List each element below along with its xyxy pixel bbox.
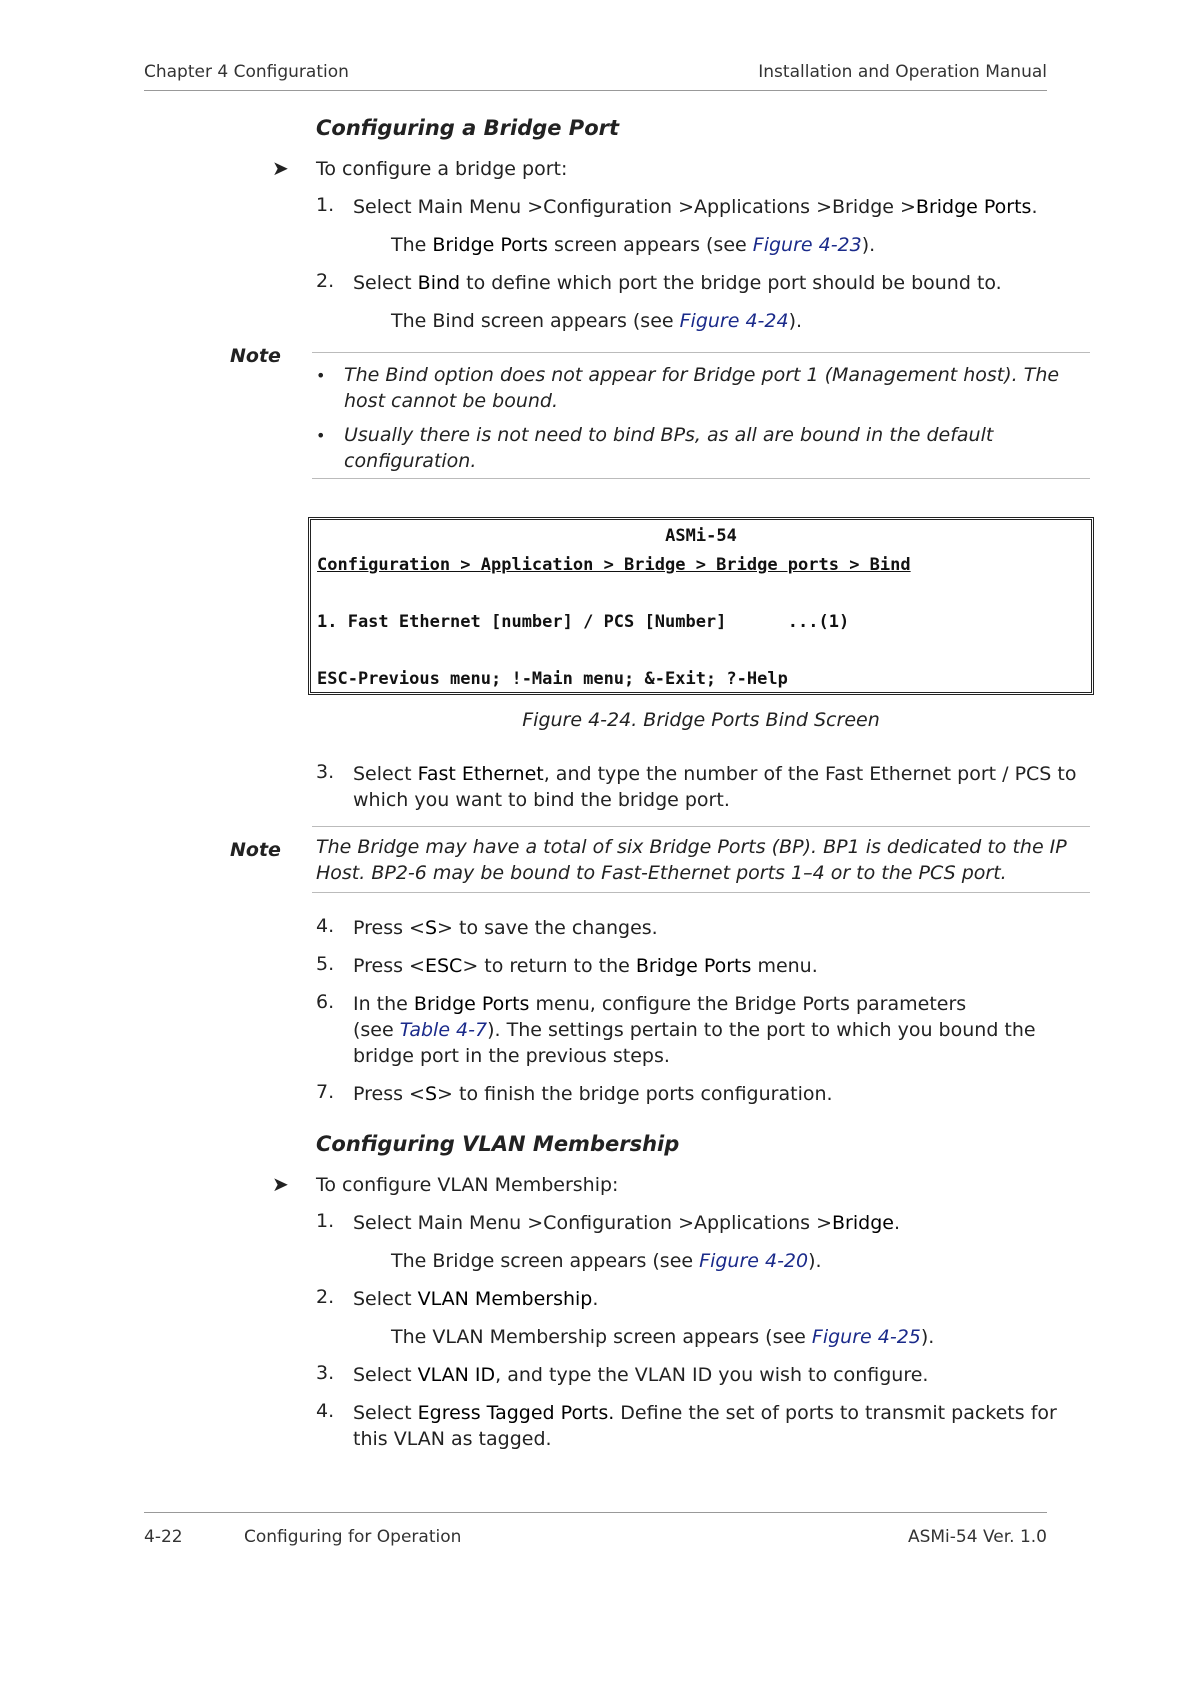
step-text-part: screen appears (see [547, 234, 753, 256]
procedure-title: To configure VLAN Membership: [316, 1174, 619, 1196]
key-name: ESC [424, 955, 463, 977]
step-line [353, 761, 1093, 787]
note-bullet-text [344, 422, 993, 474]
step-text-part: menu. [751, 955, 818, 977]
figure-link[interactable]: Figure 4-20 [699, 1250, 809, 1272]
menu-selection: Fast Ethernet [417, 763, 544, 785]
step-line: this VLAN as tagged. [353, 1428, 552, 1450]
step-number: 6. [316, 991, 335, 1013]
step-result [391, 232, 875, 258]
step-number: 1. [316, 194, 335, 216]
step-text-part: The VLAN Membership screen appears (see [391, 1326, 812, 1348]
step-text [353, 1362, 1093, 1388]
step-text-part: In the [353, 993, 414, 1015]
note-text [316, 834, 1067, 886]
step-line [353, 1400, 1093, 1426]
figure-link[interactable]: Figure 4-25 [811, 1326, 921, 1348]
header-chapter: Chapter 4 Configuration [144, 62, 349, 82]
terminal-screen [308, 517, 1094, 695]
figure-caption: Figure 4-24. Bridge Ports Bind Screen [522, 709, 880, 731]
step-number: 1. [316, 1210, 335, 1232]
procedure-arrow-icon: ➤ [272, 156, 289, 180]
terminal-title: ASMi-54 [665, 526, 737, 546]
step-number: 7. [316, 1081, 335, 1103]
note-divider [312, 352, 1090, 353]
page-footer [144, 1512, 1047, 1553]
section-heading-vlan: Configuring VLAN Membership [316, 1132, 680, 1156]
step-text-part: to define which port the bridge port should be bound to. [460, 272, 1002, 294]
step-text [353, 991, 1093, 1069]
step-text-part: Select [353, 272, 418, 294]
step-line [353, 1017, 1093, 1043]
figure-link[interactable]: Figure 4-24 [679, 310, 789, 332]
procedure-title: To configure a bridge port: [316, 158, 568, 180]
menu-selection: Bridge [832, 1212, 894, 1234]
step-text-part: ). [808, 1250, 822, 1272]
step-text-part: Select Main Menu >Configuration >Applications > [353, 1212, 833, 1234]
step-result [391, 1248, 822, 1274]
step-text-part: . [1031, 196, 1038, 218]
step-number: 3. [316, 1362, 335, 1384]
step-text-part: ). [861, 234, 876, 256]
step-text-part: . [893, 1212, 900, 1234]
step-line: bridge port in the previous steps. [353, 1045, 670, 1067]
menu-selection: Bridge Ports [432, 234, 548, 256]
step-text-part: menu, configure the Bridge Ports parameters [529, 993, 967, 1015]
bullet-icon: • [316, 426, 326, 445]
step-number: 4. [316, 915, 335, 937]
step-text [353, 761, 1093, 813]
footer-section: Configuring for Operation [244, 1527, 462, 1547]
step-line [353, 991, 1093, 1017]
note-line: Host. BP2-6 may be bound to Fast-Ethernet ports 1–4 or to the PCS port. [316, 862, 1007, 884]
step-line: which you want to bind the bridge port. [353, 789, 730, 811]
menu-selection: Bridge Ports [635, 955, 752, 977]
step-text-part: Define the set of ports to transmit packets for [614, 1402, 1057, 1424]
step-text [353, 1286, 1093, 1312]
bullet-icon: • [316, 366, 326, 385]
step-text-part: , and type the number of the Fast Ethernet port / PCS to [543, 763, 1077, 785]
note-divider [312, 892, 1090, 893]
step-text-part: . [592, 1288, 599, 1310]
note-line: The Bind option does not appear for Bridge port 1 (Management host). The [344, 364, 1060, 386]
note-line: configuration. [344, 450, 477, 472]
procedure-arrow-icon: ➤ [272, 1172, 289, 1196]
step-text [353, 915, 1093, 941]
menu-selection: VLAN Membership [417, 1288, 593, 1310]
step-text-part: The [391, 234, 433, 256]
step-number: 5. [316, 953, 335, 975]
step-text-part: Select [353, 1402, 418, 1424]
page-number: 4-22 [144, 1527, 183, 1547]
key-name: S [424, 917, 438, 939]
step-text-part: ). The settings pertain to the port to which you bound the [487, 1019, 1036, 1041]
step-text-part: Press < [353, 955, 425, 977]
step-text [353, 194, 1093, 220]
header-manual-title: Installation and Operation Manual [758, 62, 1047, 82]
step-result [391, 308, 802, 334]
step-text-part: ). [788, 310, 803, 332]
step-text-part: Select [353, 763, 418, 785]
step-text-part: > to return to the [462, 955, 636, 977]
section-heading-bridge-port: Configuring a Bridge Port [316, 116, 620, 140]
note-line: The Bridge may have a total of six Bridge Ports (BP). BP1 is dedicated to the IP [316, 836, 1067, 858]
step-text-part: Select [353, 1288, 418, 1310]
menu-selection: VLAN ID [417, 1364, 496, 1386]
step-number: 2. [316, 270, 335, 292]
key-name: S [424, 1083, 438, 1105]
note-bullet-text [344, 362, 1059, 414]
figure-link[interactable]: Figure 4-23 [752, 234, 862, 256]
step-text-part: Select Main Menu >Configuration >Applications >Bridge > [353, 196, 916, 218]
page-header [144, 62, 1047, 91]
note-divider [312, 826, 1090, 827]
note-divider [312, 478, 1090, 479]
step-text [353, 1210, 1093, 1236]
step-number: 2. [316, 1286, 335, 1308]
step-text [353, 1400, 1093, 1452]
note-label: Note [230, 839, 281, 861]
terminal-menu-item[interactable]: 1. Fast Ethernet [number] / PCS [Number] ...(1) [317, 612, 850, 632]
step-text-part: The Bridge screen appears (see [391, 1250, 700, 1272]
terminal-path: Configuration > Application > Bridge > Bridge ports > Bind [317, 555, 911, 575]
menu-selection: Bridge Ports [915, 196, 1032, 218]
step-number: 4. [316, 1400, 335, 1422]
step-text-part: Press < [353, 917, 425, 939]
step-text-part: Press < [353, 1083, 425, 1105]
step-text-part: Select [353, 1364, 418, 1386]
step-number: 3. [316, 761, 335, 783]
table-link[interactable]: Table 4-7 [399, 1019, 488, 1041]
menu-selection: Bind [417, 272, 461, 294]
step-text-part: > to save the changes. [437, 917, 658, 939]
note-label: Note [230, 345, 281, 367]
step-result [391, 1324, 934, 1350]
step-text-part: , and type the VLAN ID you wish to configure. [495, 1364, 929, 1386]
footer-product-version: ASMi-54 Ver. 1.0 [907, 1527, 1047, 1547]
step-text-part: > to finish the bridge ports configuration. [437, 1083, 833, 1105]
terminal-help-line: ESC-Previous menu; !-Main menu; &-Exit; ?-Help [317, 669, 788, 689]
step-text [353, 953, 1093, 979]
step-text [353, 1081, 1093, 1107]
menu-selection: Egress Tagged Ports. [417, 1402, 615, 1424]
note-line: Usually there is not need to bind BPs, as all are bound in the default [344, 424, 994, 446]
step-text-part: The Bind screen appears (see [391, 310, 680, 332]
note-line: host cannot be bound. [344, 390, 559, 412]
step-text-part: (see [353, 1019, 400, 1041]
step-text-part: ). [920, 1326, 935, 1348]
step-text [353, 270, 1093, 296]
menu-selection: Bridge Ports [413, 993, 530, 1015]
